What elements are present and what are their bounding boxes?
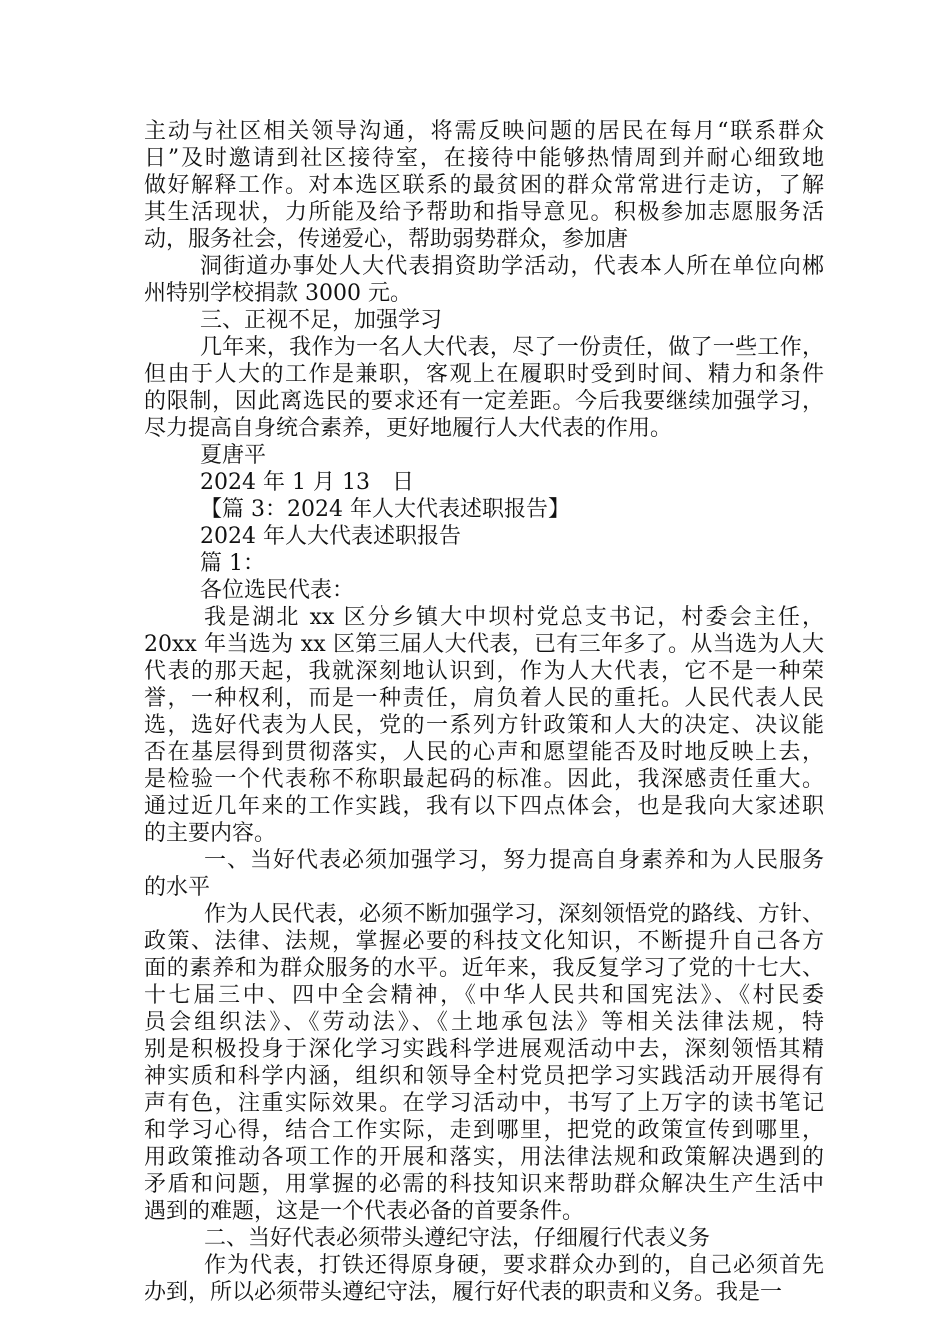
- text-line: 遇到的难题，这是一个代表必备的首要条件。: [144, 1199, 585, 1224]
- text-line: 动，服务社会，传递爱心，帮助弱势群众，参加唐: [144, 227, 629, 252]
- paragraph: [144, 118, 824, 253]
- text-line: 篇 1：: [200, 551, 265, 576]
- text-line: 夏唐平: [200, 443, 267, 468]
- text-line: 各位选民代表：: [200, 578, 355, 603]
- text-line: 办到，所以必须带头遵纪守法，履行好代表的职责和义务。我是一: [144, 1280, 783, 1305]
- text-line: 神实质和科学内涵，组织和领导全村党员把学习实践活动开展得有: [144, 1064, 824, 1089]
- paragraph: [144, 307, 824, 334]
- text-line: 但由于人大的工作是兼职，客观上在履职时受到时间、精力和条件: [144, 362, 824, 387]
- text-line: 我是湖北 xx 区分乡镇大中坝村党总支书记，村委会主任，: [204, 605, 824, 630]
- paragraph: [144, 442, 824, 469]
- text-line: 矛盾和问题，用掌握的必需的科技知识来帮助群众解决生产生活中: [144, 1172, 824, 1197]
- text-line: 尽力提高自身统合素养，更好地履行人大代表的作用。: [144, 416, 673, 441]
- text-line: 是检验一个代表称不称职最起码的标准。因此，我深感责任重大。: [144, 767, 824, 792]
- text-line: 的限制，因此离选民的要求还有一定差距。今后我要继续加强学习，: [144, 389, 824, 414]
- paragraph: [144, 1252, 824, 1306]
- text-line: 通过近几年来的工作实践，我有以下四点体会，也是我向大家述职: [144, 794, 824, 819]
- text-line: 别是积极投身于深化学习实践科学进展观活动中去，深刻领悟其精: [144, 1037, 824, 1062]
- text-line: 【篇 3：2024 年人大代表述职报告】: [200, 497, 570, 522]
- paragraph: [144, 496, 824, 523]
- paragraph: [144, 253, 824, 307]
- paragraph: [144, 334, 824, 442]
- text-line: 誉，一种权利，而是一种责任，肩负着人民的重托。人民代表人民: [144, 686, 824, 711]
- text-line: 2024 年人大代表述职报告: [200, 524, 461, 549]
- text-line: 用政策推动各项工作的开展和落实，用法律法规和政策解决遇到的: [144, 1145, 824, 1170]
- text-line: 的水平: [144, 875, 211, 900]
- paragraph: [144, 577, 824, 604]
- text-line: 一、当好代表必须加强学习，努力提高自身素养和为人民服务: [204, 848, 824, 873]
- text-line: 政策、法律、法规，掌握必要的科技文化知识，不断提升自己各方: [144, 929, 824, 954]
- paragraph: [144, 847, 824, 901]
- paragraph: [144, 901, 824, 1225]
- paragraph: [144, 1225, 824, 1252]
- paragraph: [144, 469, 824, 496]
- paragraph: [144, 550, 824, 577]
- text-line: 作为代表，打铁还得原身硬，要求群众办到的，自己必须首先: [204, 1253, 824, 1278]
- text-line: 主动与社区相关领导沟通，将需反映问题的居民在每月“联系群众: [144, 119, 824, 144]
- text-line: 洞街道办事处人大代表捐资助学活动，代表本人所在单位向郴: [200, 254, 824, 279]
- text-line: 选，选好代表为人民，党的一系列方针政策和人大的决定、决议能: [144, 713, 824, 738]
- text-line: 作为人民代表，必须不断加强学习，深刻领悟党的路线、方针、: [204, 902, 824, 927]
- text-line: 做好解释工作。对本选区联系的最贫困的群众常常进行走访，了解: [144, 173, 824, 198]
- text-line: 代表的那天起，我就深刻地认识到，作为人大代表，它不是一种荣: [144, 659, 824, 684]
- text-line: 几年来，我作为一名人大代表，尽了一份责任，做了一些工作，: [200, 335, 824, 360]
- text-line: 和学习心得，结合工作实际，走到哪里，把党的政策宣传到哪里，: [144, 1118, 824, 1143]
- paragraph: [144, 523, 824, 550]
- text-line: 否在基层得到贯彻落实，人民的心声和愿望能否及时地反映上去，: [144, 740, 824, 765]
- text-line: 其生活现状，力所能及给予帮助和指导意见。积极参加志愿服务活: [144, 200, 824, 225]
- text-line: 日”及时邀请到社区接待室，在接待中能够热情周到并耐心细致地: [144, 146, 824, 171]
- text-line: 20xx 年当选为 xx 区第三届人大代表，已有三年多了。从当选为人大: [144, 632, 824, 657]
- text-line: 十七届三中、四中全会精神，《中华人民共和国宪法》、《村民委: [144, 983, 824, 1008]
- document-body: [144, 118, 824, 1306]
- text-line: 州特别学校捐款 3000 元。: [144, 281, 412, 306]
- text-line: 三、正视不足，加强学习: [200, 308, 443, 333]
- paragraph: [144, 604, 824, 847]
- text-line: 声有色，注重实际效果。在学习活动中，书写了上万字的读书笔记: [144, 1091, 824, 1116]
- text-line: 的主要内容。: [144, 821, 277, 846]
- text-line: 面的素养和为群众服务的水平。近年来，我反复学习了党的十七大、: [144, 956, 824, 981]
- text-line: 员会组织法》、《劳动法》、《土地承包法》等相关法律法规，特: [144, 1010, 824, 1035]
- text-line: 2024 年 1 月 13 日: [200, 470, 414, 495]
- text-line: 二、当好代表必须带头遵纪守法，仔细履行代表义务: [204, 1226, 711, 1251]
